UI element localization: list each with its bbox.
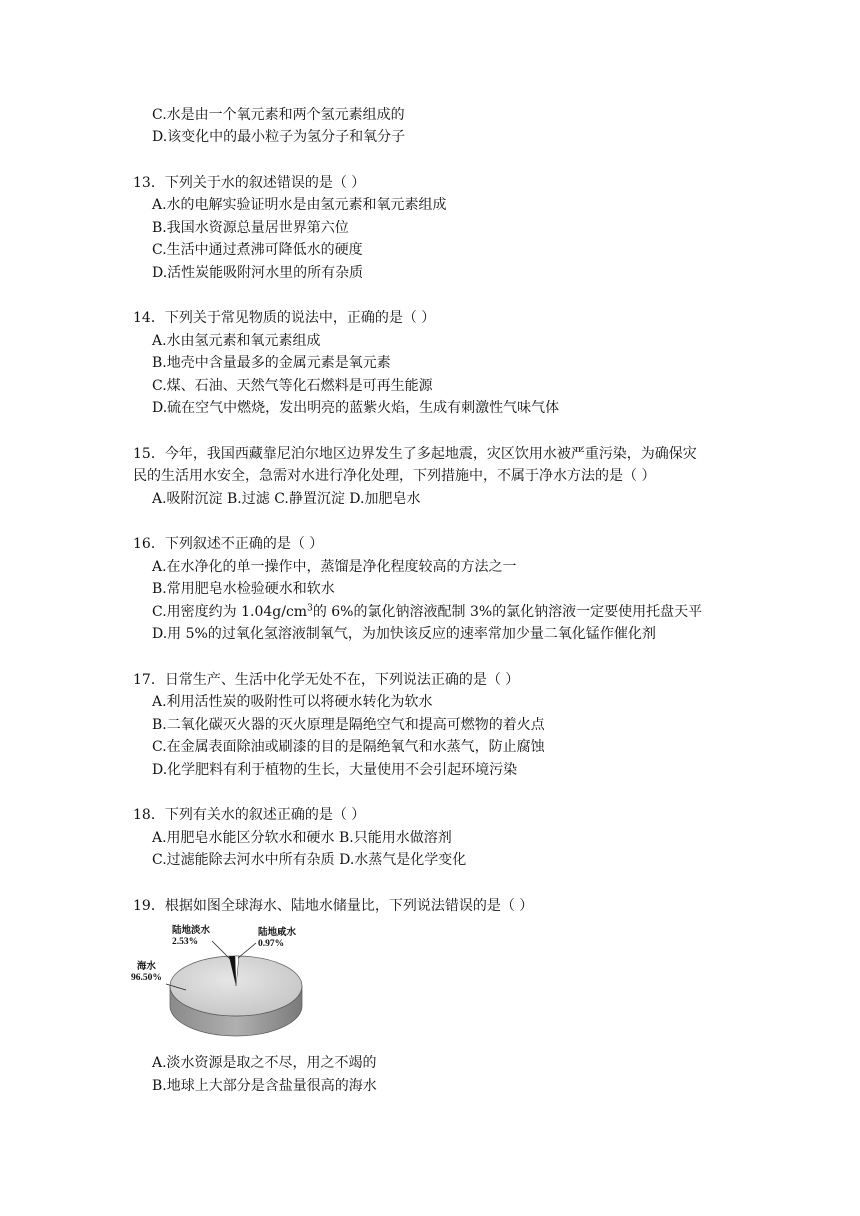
q16-option-b: B.常用肥皂水检验硬水和软水 — [152, 581, 335, 597]
label-land-saltwater — [258, 928, 296, 950]
q14-option-b: B.地壳中含量最多的金属元素是氧元素 — [152, 355, 391, 371]
q18-stem: 18．下列有关水的叙述正确的是（ ） — [133, 807, 366, 823]
label-text: 海水 — [136, 962, 156, 972]
q17-option-d: D.化学肥料有利于植物的生长，大量使用不会引起环境污染 — [152, 762, 518, 778]
pie-chart-svg — [128, 924, 338, 1048]
q12-option-d: D.该变化中的最小粒子为氢分子和氧分子 — [152, 129, 406, 145]
q19-stem: 19．根据如图全球海水、陆地水储量比，下列说法错误的是（ ） — [133, 898, 534, 914]
q15-options: A.吸附沉淀 B.过滤 C.静置沉淀 D.加肥皂水 — [152, 491, 421, 507]
q16-option-c-text: C.用密度约为 1.04g/cm — [152, 604, 308, 620]
q16-option-c-text-rest: 的 6%的氯化钠溶液配制 3%的氯化钠溶液一定要使用托盘天平 — [312, 604, 703, 620]
q17-option-b: B.二氧化碳灭火器的灭火原理是隔绝空气和提高可燃物的着火点 — [152, 717, 545, 733]
q19-option-b: B.地球上大部分是含盐量很高的海水 — [152, 1078, 377, 1094]
label-percent: 96.50% — [131, 973, 162, 983]
cubic-superscript: 3 — [307, 603, 313, 614]
q16-stem: 16．下列叙述不正确的是（ ） — [133, 536, 324, 552]
label-percent: 0.97% — [258, 939, 285, 949]
q14-stem: 14．下列关于常见物质的说法中，正确的是（ ） — [133, 310, 436, 326]
q13-option-c: C.生活中通过煮沸可降低水的硬度 — [152, 242, 363, 258]
q16-option-a: A.在水净化的单一操作中，蒸馏是净化程度较高的方法之一 — [152, 559, 517, 575]
q15-stem-line1: 15．今年，我国西藏靠尼泊尔地区边界发生了多起地震，灾区饮用水被严重污染，为确保灾 — [133, 446, 697, 462]
label-text: 陆地淡水 — [172, 926, 211, 936]
q12-option-c: C.水是由一个氧元素和两个氢元素组成的 — [152, 107, 405, 123]
leader-salt — [238, 943, 256, 958]
q16-option-c — [152, 603, 702, 621]
q17-option-a: A.利用活性炭的吸附性可以将硬水转化为软水 — [152, 694, 433, 710]
q17-stem: 17．日常生产、生活中化学无处不在，下列说法正确的是（ ） — [133, 672, 520, 688]
water-ratio-pie-figure — [128, 924, 338, 1048]
label-land-freshwater — [172, 926, 210, 948]
q13-stem: 13．下列关于水的叙述错误的是（ ） — [133, 175, 366, 191]
q13-option-d: D.活性炭能吸附河水里的所有杂质 — [152, 265, 364, 281]
q18-options-ab: A.用肥皂水能区分软水和硬水 B.只能用水做溶剂 — [152, 830, 452, 846]
q15-stem-line2: 民的生活用水安全，急需对水进行净化处理，下列措施中，不属于净水方法的是（ ） — [133, 468, 656, 484]
q14-option-a: A.水由氢元素和氧元素组成 — [152, 333, 321, 349]
label-percent: 2.53% — [172, 937, 199, 947]
label-text: 陆地咸水 — [258, 928, 297, 938]
q14-option-c: C.煤、石油、天然气等化石燃料是可再生能源 — [152, 378, 433, 394]
q16-option-d: D.用 5%的过氧化氢溶液制氧气，为加快该反应的速率常加少量二氧化锰作催化剂 — [152, 626, 656, 642]
q13-option-b: B.我国水资源总量居世界第六位 — [152, 220, 349, 236]
label-seawater — [131, 962, 162, 984]
q13-option-a: A.水的电解实验证明水是由氢元素和氧元素组成 — [152, 197, 447, 213]
q18-options-cd: C.过滤能除去河水中所有杂质 D.水蒸气是化学变化 — [152, 852, 467, 868]
q19-option-a: A.淡水资源是取之不尽，用之不竭的 — [152, 1055, 377, 1071]
q17-option-c: C.在金属表面除油或刷漆的目的是隔绝氧气和水蒸气，防止腐蚀 — [152, 739, 545, 755]
q14-option-d: D.硫在空气中燃烧，发出明亮的蓝紫火焰，生成有刺激性气味气体 — [152, 400, 560, 416]
